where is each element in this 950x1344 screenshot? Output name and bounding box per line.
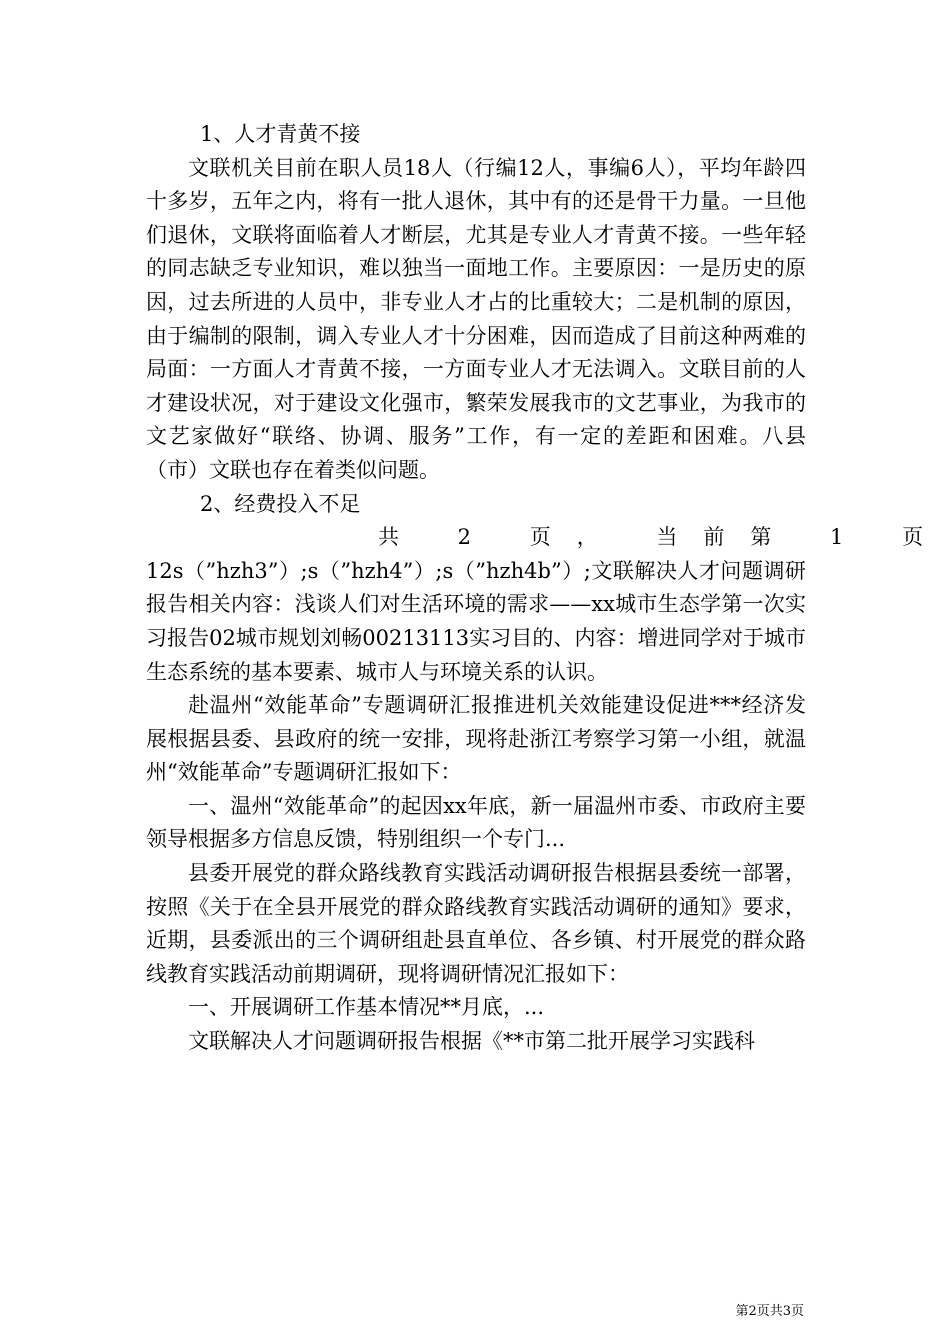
paragraph-wenzhou-origin: 一、温州“效能革命”的起因xx年底，新一届温州市委、市政府主要领导根据多方信息反馈，特别组织一个专门...	[146, 793, 806, 852]
paragraph-wenzhou-report: 赴温州“效能革命”专题调研汇报推进机关效能建设促进***经济发展根据县委、县政府的统一安排，现将赴浙江考察学习第一小组，就温州“效能革命”专题调研汇报如下：	[146, 693, 806, 785]
paragraph-county-report: 县委开展党的群众路线教育实践活动调研报告根据县委统一部署，按照《关于在全县开展党的群众路线教育实践活动调研的通知》要求，近期，县委派出的三个调研组赴县直单位、各乡镇、村开展党的群众路线教育实践活动前期调研，现将调研情况汇报如下：	[146, 861, 806, 986]
paragraph-talent-report: 文联解决人才问题调研报告根据《**市第二批开展学习实践科	[188, 1029, 755, 1054]
page-footer: 第2页共3页	[735, 1304, 804, 1319]
paragraph-talent-shortage: 文联机关目前在职人员18人（行编12人，事编6人），平均年龄四十多岁，五年之内，将有一批人退休，其中有的还是骨干力量。一旦他们退休，文联将面临着人才断层，尤其是专业人才青黄不接。一些年轻的同志缺乏专业知识，难以独当一面地工作。主要原因：一是历史的原因，过去所进的人员中，非专业人才占的比重较大；二是机制的原因，由于编制的限制，调入专业人才十分困难，因而造成了目前这种两难的局面：一方面人才青黄不接，一方面专业人才无法调入。文联目前的人才建设状况，对于建设文化强市，繁荣发展我市的文艺事业，为我市的文艺家做好“联络、协调、服务”工作，有一定的差距和困难。八县（市）文联也存在着类似问题。	[146, 155, 806, 482]
paragraph-related-content: 12s（”hzh3”）;s（”hzh4”）;s（”hzh4b”）;文联解决人才问题调研报告相关内容：浅谈人们对生活环境的需求——xx城市生态学第一次实习报告02城市规划刘畅00213113实习目的、内容：增进同学对于城市生态系统的基本要素、城市人与环境关系的认识。	[146, 558, 806, 684]
section-heading-talent: 1、人才青黄不接	[200, 122, 361, 146]
document-body	[146, 118, 950, 1059]
page-count-line: 共 2 页， 当前第 1 页	[378, 525, 950, 550]
paragraph-research-overview: 一、开展调研工作基本情况**月底，...	[188, 995, 545, 1020]
section-heading-funding: 2、经费投入不足	[200, 491, 361, 516]
